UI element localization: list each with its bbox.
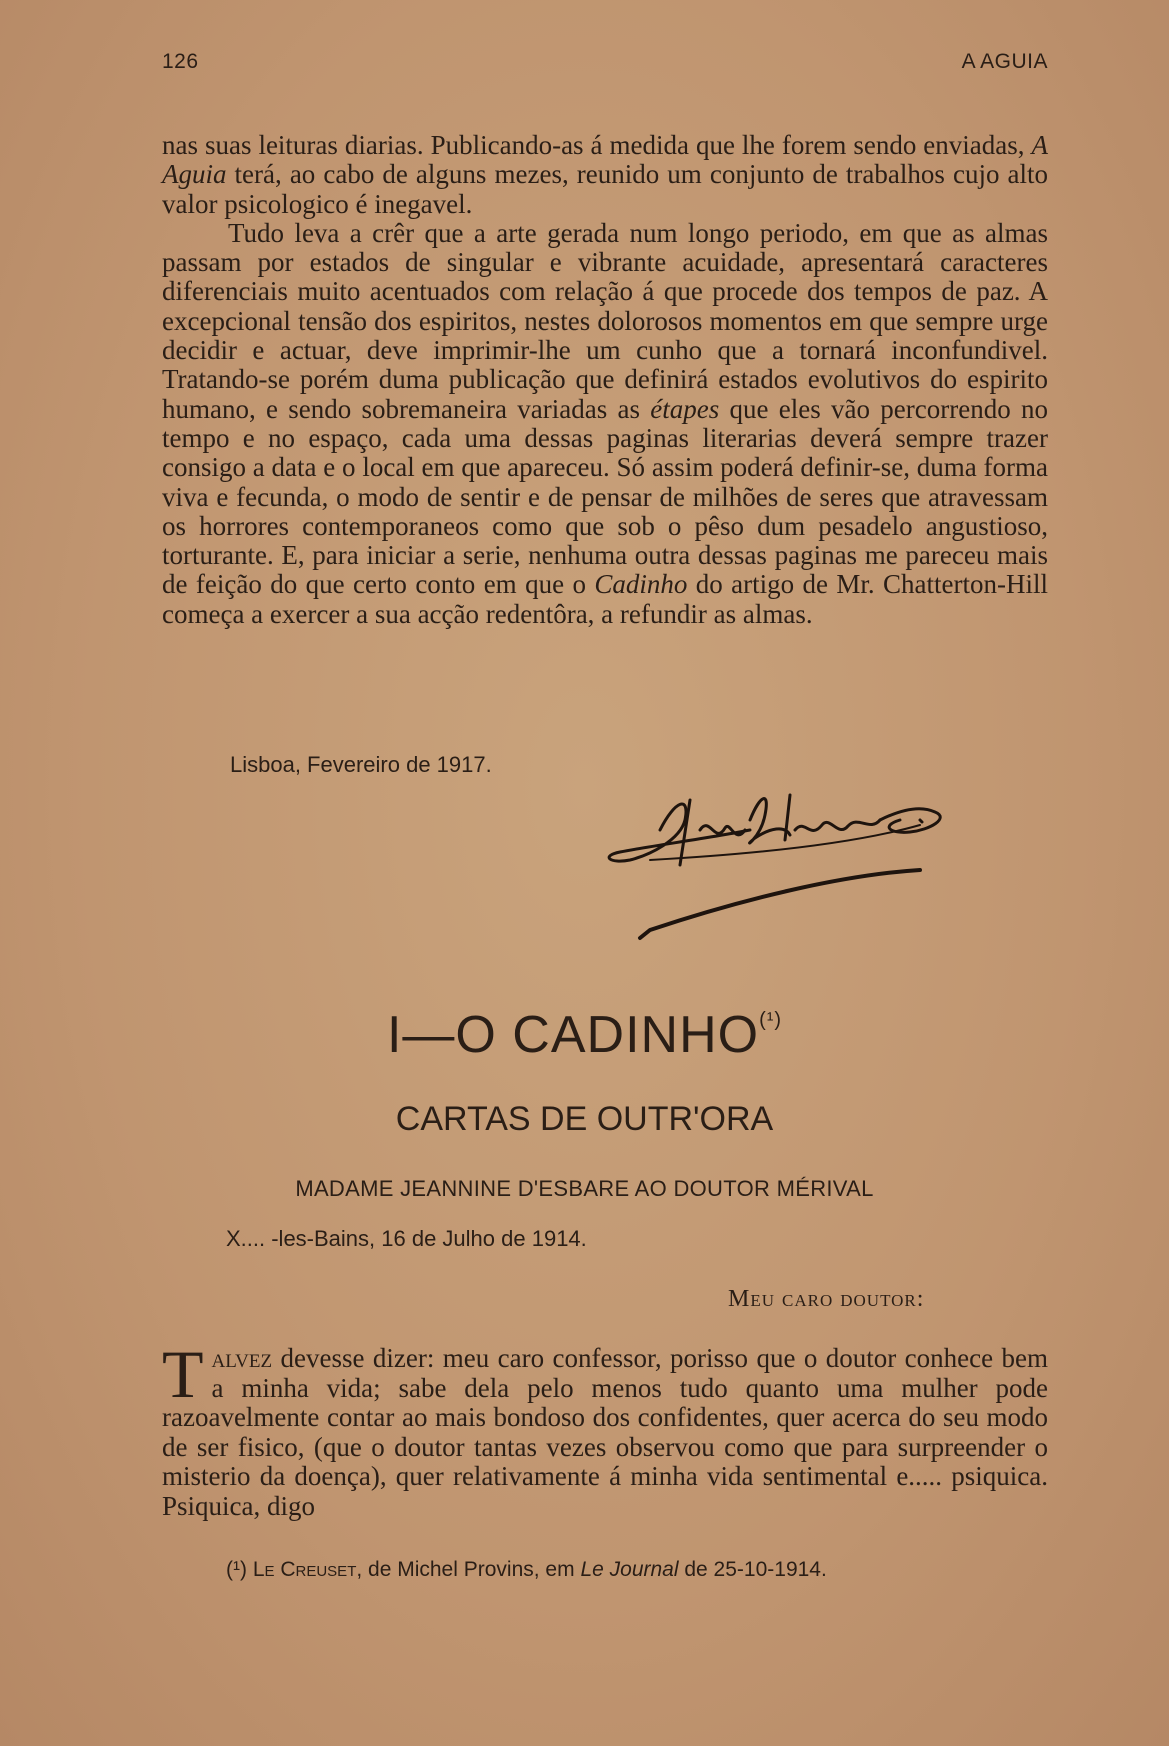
- paragraph-2-part-b: que eles vão percorrendo no tempo e no espaço, cada uma dessas paginas literarias deverá sempre trazer consigo a data e o local em que apareceu. Só assim poderá definir-se, duma forma viva e fecunda, o modo de sentir e de pensar de milhões de seres que atravessam os horrores contemporaneos como que sob o pêso dum pesadelo angustioso, torturante. E, para iniciar a serie, nenhuma outra dessas paginas me pareceu mais de feição do que certo conto em que o: [162, 393, 1048, 600]
- body-text: [162, 131, 1048, 629]
- paragraph-1-part-b: terá, ao cabo de alguns mezes, reunido um conjunto de trabalhos cujo alto valor psicologico é inegavel.: [162, 159, 1048, 219]
- page-number: 126: [162, 50, 199, 73]
- letter-text: [162, 1336, 1048, 1522]
- paragraph-2-emphasis: étapes: [650, 393, 720, 424]
- paragraph-1: [162, 131, 1048, 219]
- dateline: Lisboa, Fevereiro de 1917.: [230, 752, 492, 777]
- letter-place-date: X.... -les-Bains, 16 de Julho de 1914.: [226, 1226, 587, 1251]
- paragraph-1-emphasis: A Aguia: [162, 130, 1048, 190]
- paragraph-2-part-c: do artigo de Mr. Chatterton-Hill começa a exercer a sua acção redentôra, a refundir as almas.: [162, 569, 1048, 629]
- paragraph-2: [162, 219, 1048, 629]
- chapter-title-text: I—O CADINHO: [386, 1006, 760, 1064]
- journal-title: A AGUIA: [961, 50, 1048, 73]
- letter-heading: MADAME JEANNINE D'ESBARE AO DOUTOR MÉRIVAL: [295, 1176, 874, 1201]
- footnote-title: Le Creuset: [252, 1558, 357, 1581]
- letter-body: devesse dizer: meu caro confessor, porisso que o doutor conhece bem a minha vida; sabe dela pelo menos tudo quanto uma mulher pode razoavelmente contar ao mais bondoso dos confidentes, quer acerca do seu modo de ser fisico, (que o doutor tantas vezes observou como que para surpreender o misterio da doença), quer relativamente á minha vida sentimental e..... psiquica. Psiquica, digo: [162, 1343, 1048, 1521]
- signature-image: [590, 760, 1020, 960]
- paragraph-2-emphasis-2: Cadinho: [594, 569, 688, 600]
- footnote-journal: Le Journal: [580, 1558, 679, 1581]
- chapter-footnote-mark: (¹): [759, 1009, 783, 1031]
- letter-salutation: Meu caro doutor:: [728, 1286, 925, 1312]
- drop-cap: T: [162, 1336, 204, 1412]
- chapter-subtitle: CARTAS DE OUTR'ORA: [395, 1100, 774, 1138]
- footnote: [226, 1558, 827, 1582]
- chapter-title: [0, 1005, 1169, 1065]
- paragraph-1-part-a: nas suas leituras diarias. Publicando-as á medida que lhe forem sendo enviadas,: [162, 130, 1032, 160]
- footnote-end: de 25-10-1914.: [678, 1558, 827, 1581]
- paragraph-2-part-a: Tudo leva a crêr que a arte gerada num longo periodo, em que as almas passam por estados de singular e vibrante acuidade, apresentará caracteres diferenciais muito acentuados com relação á que procede dos tempos de paz. A excepcional tensão dos espiritos, nestes dolorosos momentos em que sempre urge decidir e actuar, deve imprimir-lhe um cunho que a tornará inconfundivel. Tratando-se porém duma publicação que definirá estados evolutivos do espirito humano, e sendo sobremaneira variadas as: [162, 217, 1048, 424]
- footnote-middle: , de Michel Provins, em: [356, 1558, 581, 1581]
- footnote-mark: (¹): [226, 1558, 247, 1581]
- first-word-rest: alvez: [211, 1343, 273, 1373]
